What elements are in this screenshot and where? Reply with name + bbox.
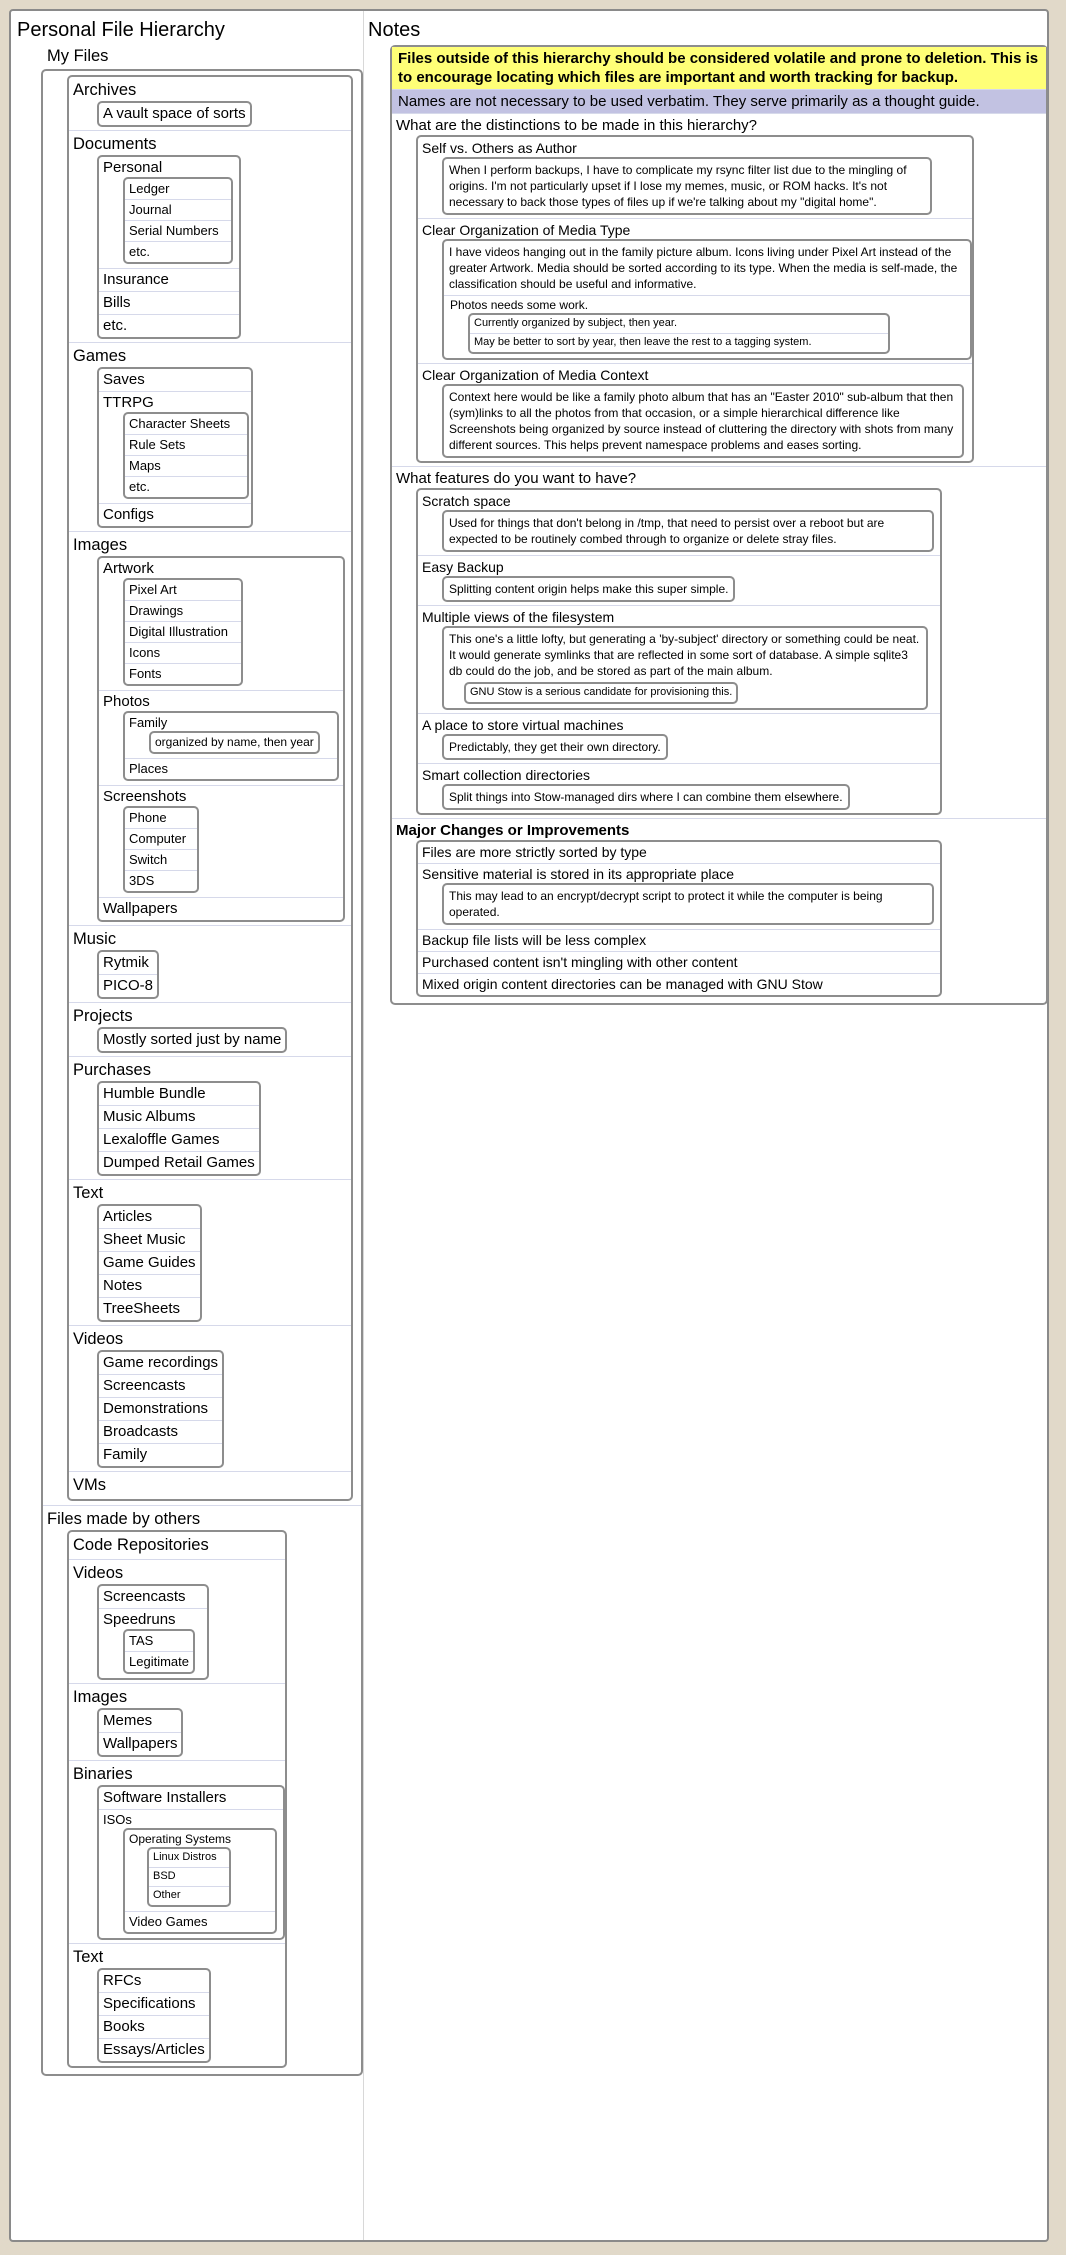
item-label[interactable]: A place to store virtual machines [422, 717, 624, 733]
list-item[interactable]: Sheet Music [99, 1229, 200, 1252]
list-item[interactable]: etc. [129, 479, 150, 494]
purchases-box [97, 1081, 261, 1176]
list-item[interactable]: Switch [125, 850, 197, 871]
folder-label[interactable]: Photos [103, 693, 150, 710]
views-box [442, 626, 928, 710]
list-item[interactable]: Demonstrations [99, 1398, 222, 1421]
list-item[interactable]: Maps [125, 456, 247, 477]
folder-label[interactable]: Text [73, 1184, 104, 1202]
folder-speedruns[interactable] [99, 1609, 207, 1678]
vm-storage[interactable] [418, 714, 940, 764]
list-item[interactable]: Insurance [99, 269, 239, 292]
others-list [67, 1530, 287, 2068]
media-type-box [442, 239, 972, 360]
list-item[interactable]: Screencasts [99, 1586, 207, 1609]
list-item[interactable]: Broadcasts [99, 1421, 222, 1444]
names-note[interactable]: Names are not necessary to be used verbatim. They serve primarily as a thought guide. [392, 90, 1046, 114]
folder-videos[interactable] [69, 1326, 351, 1472]
list-item[interactable]: PICO-8 [103, 977, 154, 994]
folder-label[interactable]: ISOs [103, 1812, 132, 1827]
list-item[interactable]: Rytmik [99, 952, 157, 975]
binaries-box [97, 1785, 285, 1940]
folder-label[interactable]: Binaries [73, 1765, 133, 1783]
screenshots-box [123, 806, 199, 893]
warning-note[interactable]: Files outside of this hierarchy should be considered volatile and prone to deletion. This is to encourage locating which files are important and worth tracking for backup. [392, 47, 1046, 90]
folder-family[interactable] [125, 713, 337, 759]
distinctions-section[interactable] [392, 114, 1046, 467]
item-label[interactable]: Easy Backup [422, 559, 504, 575]
list-item[interactable]: Mixed origin content directories can be managed with GNU Stow [422, 976, 823, 992]
folder-label[interactable]: TTRPG [103, 394, 154, 411]
self-vs-others[interactable] [418, 137, 972, 219]
features-section[interactable] [392, 467, 1046, 819]
others-label[interactable]: Files made by others [47, 1510, 201, 1528]
list-item[interactable]: Video Games [129, 1914, 208, 1929]
folder-screenshots[interactable] [99, 786, 343, 898]
media-context[interactable] [418, 364, 972, 461]
photos-sub-box [468, 313, 890, 354]
scratch-text-box[interactable]: Used for things that don't belong in /tmp, that need to persist over a reboot but are expected to be routinely combed through to organize or delete stray files. [442, 510, 934, 552]
ttrpg-box [123, 412, 249, 499]
others-videos-box [97, 1584, 209, 1680]
media-type-text[interactable]: I have videos hanging out in the family picture album. Icons living under Pixel Art instead of the greater Artwork. Media should be sorted according to its type. When the media is self-made, the classification should be useful and informative. [444, 241, 970, 296]
folder-games[interactable] [69, 343, 351, 532]
features-box [416, 488, 942, 815]
folder-label[interactable]: Images [73, 1688, 128, 1706]
sensitive-item[interactable] [418, 864, 940, 930]
folder-label[interactable]: Videos [73, 1564, 124, 1582]
my-files-list [67, 75, 353, 1501]
folder-isos[interactable] [99, 1810, 283, 1938]
list-item[interactable]: Game Guides [99, 1252, 200, 1275]
folder-code-repositories[interactable]: Code Repositories [69, 1532, 285, 1560]
list-item[interactable]: Purchased content isn't mingling with other content [418, 952, 940, 974]
list-item[interactable]: Backup file lists will be less complex [418, 930, 940, 952]
notes-column [364, 11, 1058, 2240]
list-item[interactable]: Screencasts [99, 1375, 222, 1398]
os-box [147, 1847, 231, 1907]
list-item[interactable]: BSD [149, 1868, 229, 1887]
note-text[interactable]: organized by name, then year [155, 735, 314, 749]
list-item[interactable]: Saves [99, 369, 251, 392]
folder-label[interactable]: Archives [73, 81, 137, 99]
smart-collections[interactable] [418, 764, 940, 813]
section-label[interactable]: What features do you want to have? [396, 470, 637, 487]
list-item[interactable]: Software Installers [99, 1787, 283, 1810]
list-item[interactable]: Digital Illustration [125, 622, 241, 643]
music-box [97, 950, 159, 999]
folder-binaries[interactable] [69, 1761, 285, 1944]
list-item[interactable]: Pixel Art [125, 580, 241, 601]
folder-label[interactable]: Speedruns [103, 1611, 176, 1628]
folder-personal[interactable] [99, 157, 239, 269]
list-item[interactable]: Notes [99, 1275, 200, 1298]
list-item[interactable]: Places [129, 761, 169, 776]
folder-images[interactable] [69, 532, 351, 926]
list-item[interactable]: Fonts [129, 666, 162, 681]
list-item[interactable]: A vault space of sorts [103, 105, 246, 122]
list-item[interactable]: TreeSheets [103, 1300, 180, 1317]
folder-label[interactable]: Music [73, 930, 117, 948]
list-item[interactable]: Game recordings [99, 1352, 222, 1375]
changes-box [416, 840, 942, 997]
list-item[interactable]: Humble Bundle [99, 1083, 259, 1106]
folder-label[interactable]: Artwork [103, 560, 154, 577]
folder-documents[interactable] [69, 131, 351, 343]
list-item[interactable]: Essays/Articles [103, 2041, 205, 2058]
photos-needs-work[interactable] [444, 296, 970, 358]
media-context-box[interactable]: Context here would be like a family photo album that has an "Easter 2010" sub-album that then (sym)links to all the photos from that occasion, or a simple hierarchical difference like Screenshots being organized by source instead of cluttering the directory with shots from many different sources. This helps prevent namespace problems and eases sorting. [442, 384, 964, 458]
list-item[interactable]: Files are more strictly sorted by type [418, 842, 940, 864]
list-item[interactable]: Memes [99, 1710, 181, 1733]
views-text[interactable]: This one's a little lofty, but generating a 'by-subject' directory or something could be neat. It would generate symlinks that are reflected in some sort of database. A simple sqlite3 db could do the job, and be stored as part of the main album. [449, 632, 920, 678]
folder-music[interactable] [69, 926, 351, 1003]
folder-vms[interactable] [69, 1472, 351, 1499]
list-item[interactable]: Configs [103, 506, 154, 523]
images-box [97, 556, 345, 922]
list-item[interactable]: Family [103, 1446, 148, 1463]
smart-text-box[interactable]: Split things into Stow-managed dirs where I can combine them elsewhere. [442, 784, 850, 810]
folder-label[interactable]: Text [73, 1948, 104, 1966]
personal-box [123, 177, 233, 264]
folder-label[interactable]: Images [73, 536, 128, 554]
speedruns-box [123, 1629, 195, 1674]
list-item[interactable]: Music Albums [99, 1106, 259, 1129]
note-text[interactable]: GNU Stow is a serious candidate for provisioning this. [470, 686, 733, 698]
folder-ttrpg[interactable] [99, 392, 251, 504]
folder-text[interactable] [69, 1180, 351, 1326]
stow-note-box [464, 682, 738, 704]
list-item[interactable]: Computer [125, 829, 197, 850]
my-files-box [41, 69, 363, 2076]
item-label[interactable]: Self vs. Others as Author [422, 140, 577, 156]
family-note-box [149, 731, 320, 754]
folder-artwork[interactable] [99, 558, 343, 691]
section-label[interactable]: Major Changes or Improvements [396, 822, 630, 839]
media-type[interactable] [418, 219, 972, 364]
notes-title[interactable]: Notes [368, 19, 421, 41]
hierarchy-title[interactable]: Personal File Hierarchy [17, 19, 225, 41]
folder-others-text[interactable] [69, 1944, 285, 2066]
artwork-box [123, 578, 243, 686]
list-item[interactable]: Ledger [125, 179, 231, 200]
scratch-space[interactable] [418, 490, 940, 556]
projects-box [97, 1027, 287, 1053]
folder-label[interactable]: VMs [73, 1476, 106, 1494]
list-item[interactable]: Journal [125, 200, 231, 221]
folder-others-videos[interactable] [69, 1560, 285, 1684]
folder-purchases[interactable] [69, 1057, 351, 1180]
list-item[interactable]: Legitimate [129, 1654, 189, 1669]
sensitive-note-box[interactable]: This may lead to an encrypt/decrypt script to protect it while the computer is being operated. [442, 883, 934, 925]
list-item[interactable]: Mostly sorted just by name [103, 1031, 282, 1048]
my-files-label[interactable]: My Files [47, 47, 109, 65]
list-item[interactable]: 3DS [129, 873, 155, 888]
folder-label[interactable]: Personal [103, 159, 163, 176]
vm-text-box[interactable]: Predictably, they get their own directory. [442, 734, 668, 760]
list-item[interactable]: Wallpapers [103, 1735, 178, 1752]
list-item[interactable]: Currently organized by subject, then year. [470, 315, 888, 334]
games-box [97, 367, 253, 528]
folder-label[interactable]: Projects [73, 1007, 133, 1025]
videos-box [97, 1350, 224, 1468]
main-grid [9, 9, 1049, 2242]
self-text-box[interactable]: When I perform backups, I have to complicate my rsync filter list due to the mingling of origins. I'm not particularly upset if I lose my memes, music, or ROM hacks. It's not necessary to back those types of files up if we're talking about my "digital home". [442, 157, 932, 215]
documents-box [97, 155, 241, 339]
hierarchy-column [11, 11, 364, 2240]
folder-archives[interactable] [69, 77, 351, 131]
list-item[interactable]: Dumped Retail Games [103, 1154, 255, 1171]
folder-label[interactable]: Purchases [73, 1061, 151, 1079]
folder-label[interactable]: Operating Systems [129, 1832, 232, 1846]
folder-label[interactable]: Family [129, 715, 168, 730]
notes-box [390, 45, 1048, 1005]
others-text-box [97, 1968, 211, 2063]
easy-backup[interactable] [418, 556, 940, 606]
list-item[interactable]: Articles [99, 1206, 200, 1229]
list-item[interactable]: RFCs [99, 1970, 209, 1993]
list-item[interactable]: Character Sheets [125, 414, 247, 435]
folder-label[interactable]: Games [73, 347, 127, 365]
list-item[interactable]: etc. [103, 317, 128, 334]
list-item[interactable]: Phone [125, 808, 197, 829]
item-label[interactable]: Multiple views of the filesystem [422, 609, 615, 625]
folder-photos[interactable] [99, 691, 343, 786]
photos-box [123, 711, 339, 781]
item-label[interactable]: Smart collection directories [422, 767, 591, 783]
folder-operating-systems[interactable] [125, 1830, 275, 1912]
isos-box [123, 1828, 277, 1934]
folder-others-images[interactable] [69, 1684, 285, 1761]
archives-box [97, 101, 252, 127]
list-item[interactable]: May be better to sort by year, then leave the rest to a tagging system. [474, 336, 812, 348]
list-item[interactable]: Wallpapers [103, 900, 178, 917]
others-images-box [97, 1708, 183, 1757]
multiple-views[interactable] [418, 606, 940, 714]
text-box [97, 1204, 202, 1322]
folder-projects[interactable] [69, 1003, 351, 1057]
list-item[interactable]: Bills [99, 292, 239, 315]
item-label[interactable]: Clear Organization of Media Type [422, 222, 631, 238]
list-item[interactable]: Serial Numbers [125, 221, 231, 242]
list-item[interactable]: Drawings [125, 601, 241, 622]
list-item[interactable]: Lexaloffle Games [99, 1129, 259, 1152]
item-label[interactable]: Clear Organization of Media Context [422, 367, 649, 383]
folder-label[interactable]: Videos [73, 1330, 124, 1348]
distinctions-box [416, 135, 974, 463]
changes-section[interactable] [392, 819, 1046, 1003]
list-item[interactable]: Other [153, 1889, 181, 1901]
list-item[interactable]: Icons [125, 643, 241, 664]
list-item[interactable]: etc. [129, 244, 150, 259]
backup-text-box[interactable]: Splitting content origin helps make this super simple. [442, 576, 735, 602]
folder-label[interactable]: Screenshots [103, 788, 187, 805]
list-item[interactable]: Linux Distros [149, 1849, 229, 1868]
list-item[interactable]: Rule Sets [125, 435, 247, 456]
item-label[interactable]: Photos needs some work. [450, 298, 589, 312]
list-item[interactable]: Books [99, 2016, 209, 2039]
list-item[interactable]: Specifications [99, 1993, 209, 2016]
folder-label[interactable]: Documents [73, 135, 157, 153]
list-item[interactable]: TAS [125, 1631, 193, 1652]
item-label[interactable]: Scratch space [422, 493, 511, 509]
item-label[interactable]: Sensitive material is stored in its appropriate place [422, 866, 735, 882]
section-label[interactable]: What are the distinctions to be made in this hierarchy? [396, 117, 758, 134]
